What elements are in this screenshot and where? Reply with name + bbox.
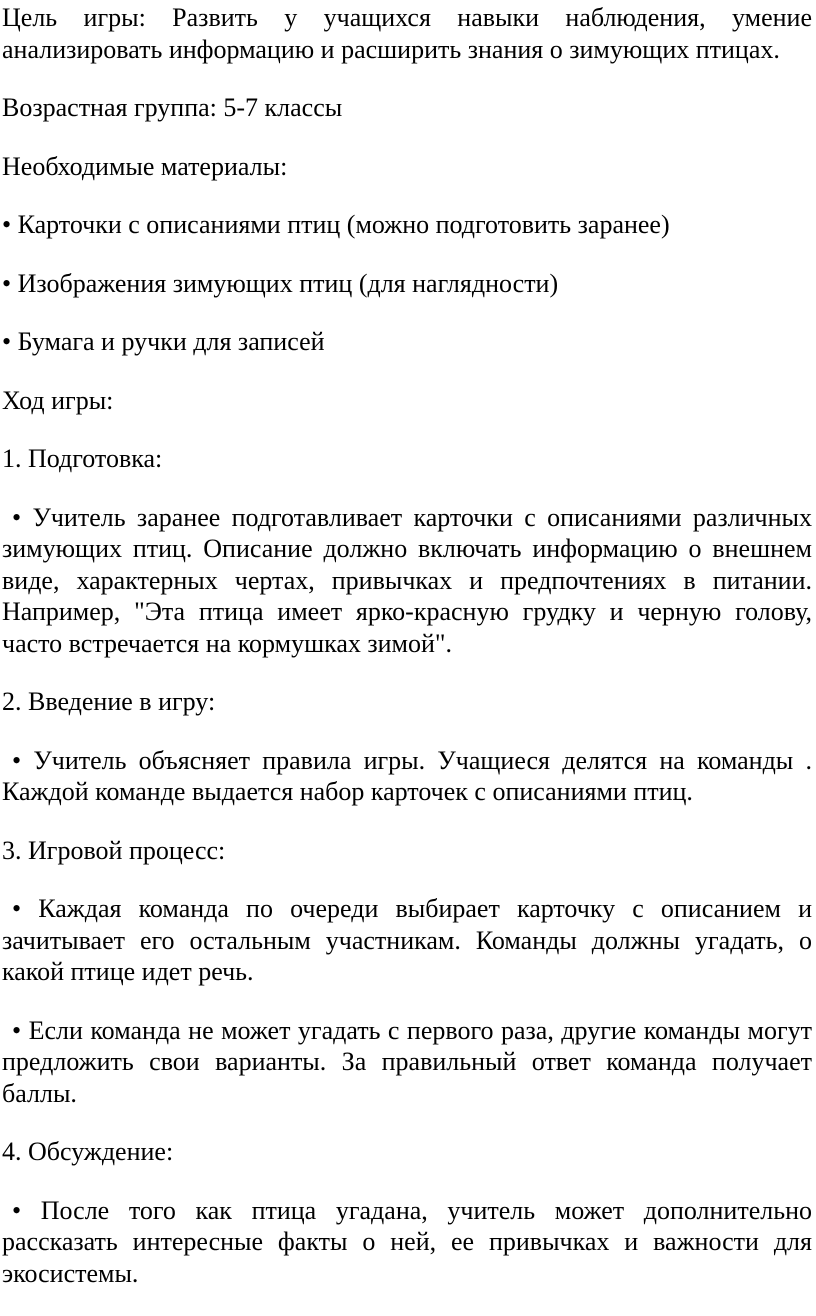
step-title-discussion: 4. Обсуждение: bbox=[2, 1137, 174, 1166]
step-title-preparation: 1. Подготовка: bbox=[2, 444, 163, 473]
step-title-game-process: 3. Игровой процесс: bbox=[2, 835, 226, 865]
age-group-line: Возрастная группа: 5-7 классы bbox=[2, 93, 343, 122]
materials-heading: Необходимые материалы: bbox=[2, 151, 288, 181]
step-title-introduction: 2. Введение в игру: bbox=[2, 687, 216, 716]
game-goal-paragraph: Цель игры: Развить у учащихся навыки наблюдения, умение анализировать информацию и расширить знания о зимующих птицах. bbox=[2, 3, 812, 64]
step-item-introduction: • Учитель объясняет правила игры. Учащиеся делятся на команды . Каждой команде выдается набор карточек с описаниями птиц. bbox=[2, 745, 812, 806]
materials-item-images: • Изображения зимующих птиц (для наглядности) bbox=[2, 268, 559, 298]
document-page bbox=[2, 2, 812, 1316]
materials-item-cards: • Карточки с описаниями птиц (можно подготовить заранее) bbox=[2, 210, 670, 239]
step-item-discussion: • После того как птица угадана, учитель может дополнительно рассказать интересные факты о ней, ее привычках и важности для экосистемы. bbox=[2, 1195, 812, 1288]
procedure-heading: Ход игры: bbox=[2, 385, 114, 415]
materials-item-paper: • Бумага и ручки для записей bbox=[2, 327, 325, 356]
step-item-game-process-turns: • Каждая команда по очереди выбирает карточку с описанием и зачитывает его остальным участникам. Команды должны угадать, о какой птице идет речь. bbox=[2, 894, 812, 986]
step-item-preparation: • Учитель заранее подготавливает карточки с описаниями различных зимующих птиц. Описание должно включать информацию о внешнем виде, характерных чертах, привычках и предпочтениях в питании. Например, "Эта птица имеет ярко-красную грудку и черную голову, часто встречается на кормушках зимой". bbox=[2, 502, 812, 658]
step-item-game-process-scoring: • Если команда не может угадать с первого раза, другие команды могут предложить свои варианты. За правильный ответ команда получает баллы. bbox=[2, 1015, 812, 1108]
